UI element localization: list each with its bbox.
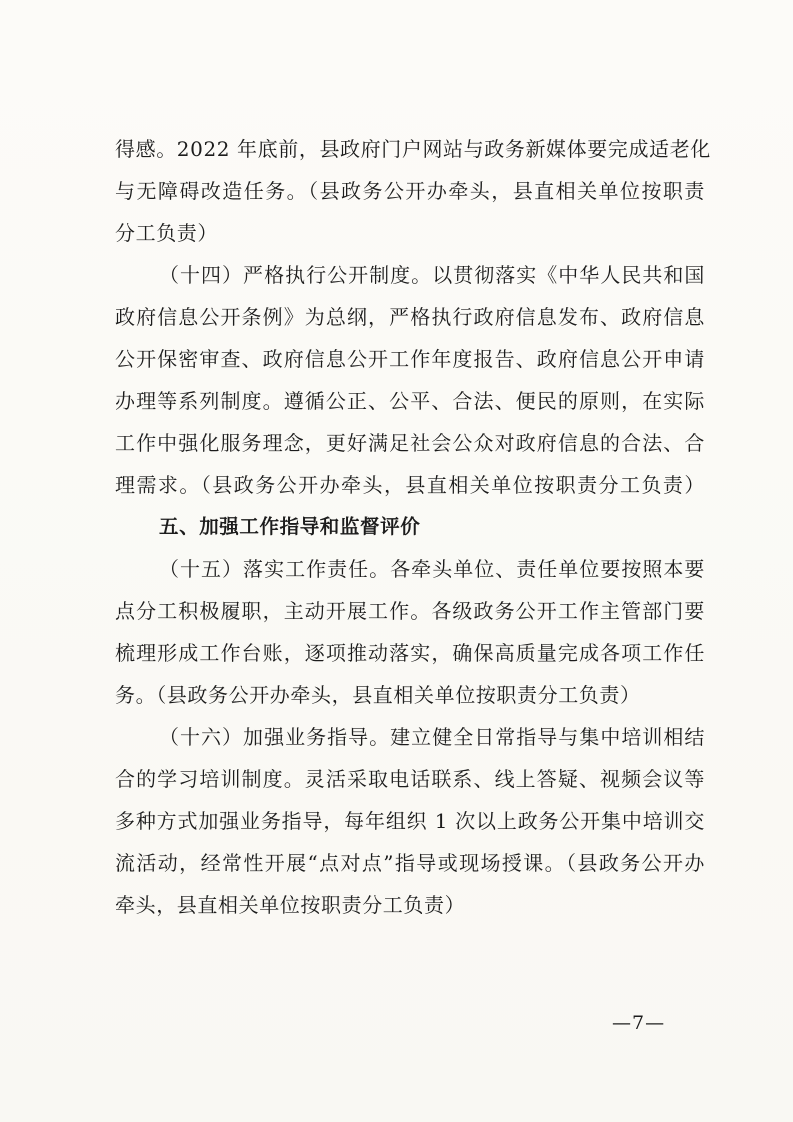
paragraph-line: 分工负责） [115, 221, 218, 245]
paragraph-line: 办理等系列制度。遵循公正、公平、合法、便民的原则，在实际 [115, 389, 705, 413]
paragraph-line: 理需求。（县政务公开办牵头，县直相关单位按职责分工负责） [115, 473, 705, 497]
paragraph-line: 多种方式加强业务指导，每年组织 1 次以上政务公开集中培训交 [115, 809, 705, 833]
paragraph-line: （十四）严格执行公开制度。以贯彻落实《中华人民共和国 [159, 263, 705, 287]
paragraph-line: 点分工积极履职，主动开展工作。各级政务公开工作主管部门要 [115, 599, 705, 623]
paragraph-line: 务。（县政务公开办牵头，县直相关单位按职责分工负责） [115, 683, 641, 707]
paragraph-line: 合的学习培训制度。灵活采取电话联系、线上答疑、视频会议等 [115, 767, 705, 791]
paragraph-line: （十六）加强业务指导。建立健全日常指导与集中培训相结 [159, 725, 705, 749]
page-number: —7— [612, 1012, 666, 1034]
paragraph-line: （十五）落实工作责任。各牵头单位、责任单位要按照本要 [159, 557, 705, 581]
paragraph-line: 得感。2022 年底前，县政府门户网站与政务新媒体要完成适老化 [115, 137, 711, 161]
paragraph-line: 工作中强化服务理念，更好满足社会公众对政府信息的合法、合 [115, 431, 705, 455]
paragraph-line: 公开保密审查、政府信息公开工作年度报告、政府信息公开申请 [115, 347, 705, 371]
paragraph-line: 流活动，经常性开展“点对点”指导或现场授课。（县政务公开办 [115, 851, 705, 875]
paragraph-line: 牵头，县直相关单位按职责分工负责） [115, 893, 466, 917]
section-heading: 五、加强工作指导和监督评价 [159, 515, 421, 538]
paragraph-line: 与无障碍改造任务。（县政务公开办牵头，县直相关单位按职责 [115, 179, 705, 203]
paragraph-line: 政府信息公开条例》为总纲，严格执行政府信息发布、政府信息 [115, 305, 705, 329]
paragraph-line: 梳理形成工作台账，逐项推动落实，确保高质量完成各项工作任 [115, 641, 705, 665]
document-body [115, 128, 711, 926]
